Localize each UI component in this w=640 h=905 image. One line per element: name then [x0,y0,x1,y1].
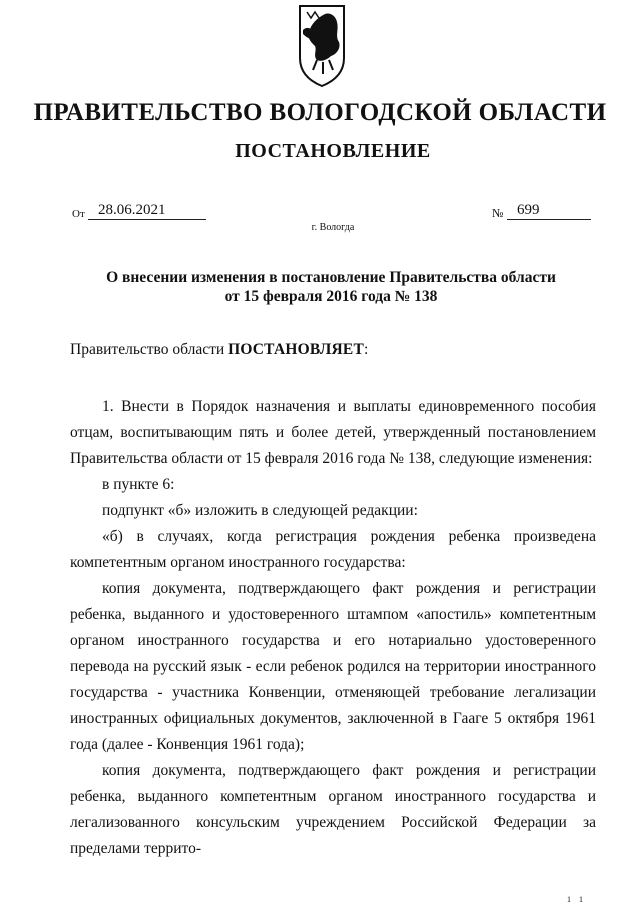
body-paragraph: «б) в случаях, когда регистрация рождения ребенка произведена компетентным органом иностранного государства: [70,528,596,571]
subject-line-1: О внесении изменения в постановление Правительства области [106,269,556,286]
subject-line-2: от 15 февраля 2016 года № 138 [224,288,438,305]
preamble-end: : [364,341,369,358]
number-label: № [492,206,504,220]
preamble-text: Правительство области [70,341,229,358]
preamble-decree-word: ПОСТАНОВЛЯЕТ [228,341,365,358]
organization-title: ПРАВИТЕЛЬСТВО ВОЛОГОДСКОЙ ОБЛАСТИ [33,99,607,126]
body-paragraph: в пункте 6: [102,476,175,493]
document-date: 28.06.2021 [88,201,206,220]
body-paragraph: 1. Внести в Порядок назначения и выплаты единовременного пособия отцам, воспитывающим пять и более детей, утвержденный постановлением Правительства области от 15 февраля 2016 года № 138, следующие изменения: [70,398,596,467]
document-type: ПОСТАНОВЛЕНИЕ [235,140,431,162]
page-mark: 1 1 [567,895,586,904]
body-paragraph: копия документа, подтверждающего факт рождения и регистрации ребенка, выданного и удостоверенного штампом «апостиль» компетентным органом иностранного государства и его нотариально удостоверенного перевода на русский язык - если ребенок родился на территории иностранного государства - участника Конвенции, отменяющей требование легализации иностранных официальных документов, заключенной в Гааге 5 октября 1961 года (далее - Конвенция 1961 года); [70,580,596,753]
city: г. Вологда [311,222,355,233]
vologda-coat-of-arms-icon [297,4,347,88]
body-paragraph: копия документа, подтверждающего факт рождения и регистрации ребенка, выданного компетентным органом иностранного государства и легализованного консульским учреждением Российской Федерации за пределами террито- [70,762,596,857]
body-paragraph: подпункт «б» изложить в следующей редакции: [102,502,418,519]
document-number: 699 [507,201,591,220]
document-subject [60,268,602,306]
date-label: От [72,208,85,220]
preamble [70,340,368,359]
document-body [70,394,596,862]
